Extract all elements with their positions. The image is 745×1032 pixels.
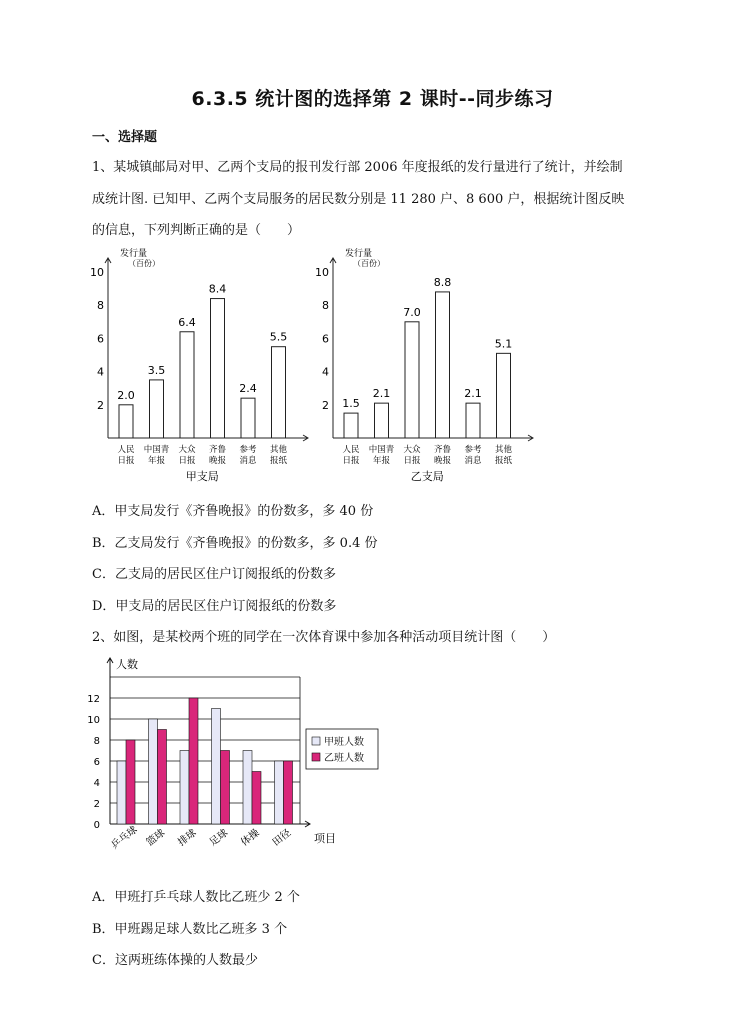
bar-class-jia <box>243 751 252 825</box>
bar-class-yi <box>221 751 230 825</box>
bar-value-label: 5.1 <box>494 337 513 351</box>
chart-yi-branch <box>313 244 538 489</box>
chart-title: 乙支局 <box>410 470 444 483</box>
x-tick-label: 体操 <box>239 827 262 849</box>
legend-label: 乙班人数 <box>324 753 364 764</box>
bar-class-yi <box>158 730 167 825</box>
y-tick-label: 10 <box>90 266 104 279</box>
x-tick-label: 篮球 <box>144 827 168 849</box>
bar-value-label: 6.4 <box>178 315 196 329</box>
y-tick-label: 2 <box>97 398 104 412</box>
x-tick-label: 齐鲁 <box>433 445 452 455</box>
q1-option-a[interactable]: A．甲支局发行《齐鲁晚报》的份数多，多 40 份 <box>92 504 374 519</box>
chart-title: 甲支局 <box>185 470 219 483</box>
x-axis-label: 项目 <box>314 832 336 845</box>
y-tick-label: 6 <box>93 757 100 768</box>
x-tick-label: 日报 <box>178 456 196 466</box>
chart-sports-activities <box>87 652 364 867</box>
page-title: 6.3.5 统计图的选择第 2 课时--同步练习 <box>191 88 554 110</box>
x-tick-label: 足球 <box>207 827 231 849</box>
bar <box>211 299 225 438</box>
bar-class-yi <box>284 761 293 824</box>
bar-value-label: 1.5 <box>342 397 360 411</box>
y-tick-label: 8 <box>93 736 100 747</box>
bar <box>344 413 358 438</box>
x-tick-label: 日报 <box>117 456 135 466</box>
bar-value-label: 5.5 <box>269 330 288 344</box>
bar-class-jia <box>212 709 221 825</box>
x-tick-label: 中国青 <box>368 445 395 455</box>
chart-jia-branch <box>88 244 313 489</box>
y-tick-label: 4 <box>322 365 329 379</box>
y-tick-label: 12 <box>87 694 100 705</box>
x-tick-label: 晚报 <box>208 456 227 466</box>
q2-option-c[interactable]: C．这两班练体操的人数最少 <box>92 953 258 968</box>
bar-value-label: 2.1 <box>372 387 391 401</box>
bar <box>272 347 286 438</box>
q1-text-line-2: 成统计图. 已知甲、乙两个支局服务的居民数分别是 11 280 户、8 600 户，根据统计图反映 <box>92 192 625 207</box>
y-tick-label: 8 <box>97 299 104 313</box>
bar <box>497 353 511 438</box>
legend-swatch <box>312 753 320 761</box>
y-tick-label: 8 <box>322 299 329 313</box>
x-tick-label: 田径 <box>270 827 294 849</box>
bar-value-label: 2.0 <box>117 388 135 402</box>
x-tick-label: 人民 <box>117 445 135 455</box>
y-axis-unit: （百份） <box>353 259 385 268</box>
bar <box>436 292 450 438</box>
bar <box>180 332 194 438</box>
y-tick-label: 0 <box>93 820 100 831</box>
bar-value-label: 2.4 <box>239 382 257 396</box>
x-tick-label: 排球 <box>176 827 199 849</box>
x-tick-label: 大众 <box>178 445 196 455</box>
y-tick-label: 10 <box>87 715 100 726</box>
bar <box>405 322 419 438</box>
bar-class-jia <box>180 751 189 825</box>
x-tick-label: 参考 <box>239 445 257 455</box>
x-tick-label: 中国青 <box>143 445 170 455</box>
q1-option-c[interactable]: C．乙支局的居民区住户订阅报纸的份数多 <box>92 567 336 582</box>
x-tick-label: 日报 <box>342 456 360 466</box>
x-tick-label: 报纸 <box>269 456 288 466</box>
y-axis-unit: （百份） <box>128 259 160 268</box>
bar <box>466 403 480 438</box>
bar-value-label: 7.0 <box>403 305 421 319</box>
legend-label: 甲班人数 <box>324 737 364 748</box>
q1-option-b[interactable]: B．乙支局发行《齐鲁晚报》的份数多，多 0.4 份 <box>92 536 378 551</box>
y-tick-label: 2 <box>322 398 329 412</box>
y-tick-label: 6 <box>97 332 104 346</box>
bar-class-yi <box>126 740 135 824</box>
x-tick-label: 年报 <box>372 456 391 466</box>
y-axis-label: 人数 <box>116 658 138 671</box>
bar-class-jia <box>275 761 284 824</box>
bar-class-yi <box>189 698 198 824</box>
q1-text-line-1: 1、某城镇邮局对甲、乙两个支局的报刊发行部 2006 年度报纸的发行量进行了统计，并绘制 <box>92 160 623 175</box>
x-tick-label: 齐鲁 <box>208 445 227 455</box>
x-tick-label: 日报 <box>403 456 421 466</box>
y-tick-label: 6 <box>322 332 329 346</box>
x-tick-label: 其他 <box>269 445 288 455</box>
x-tick-label: 参考 <box>464 445 482 455</box>
bar-value-label: 8.8 <box>433 275 452 289</box>
x-tick-label: 消息 <box>239 456 257 466</box>
bar <box>375 403 389 438</box>
x-tick-label: 大众 <box>403 445 421 455</box>
x-tick-label: 年报 <box>147 456 166 466</box>
x-tick-label: 消息 <box>464 456 482 466</box>
y-tick-label: 2 <box>93 799 100 810</box>
q2-text: 2、如图，是某校两个班的同学在一次体育课中参加各种活动项目统计图（ ） <box>92 630 556 645</box>
y-axis-label: 发行量 <box>120 249 148 259</box>
section-heading: 一、选择题 <box>92 130 158 145</box>
bar-class-jia <box>149 719 158 824</box>
x-tick-label: 乒乓球 <box>109 824 140 852</box>
x-tick-label: 晚报 <box>433 456 452 466</box>
bar-value-label: 8.4 <box>208 282 227 296</box>
q2-option-b[interactable]: B．甲班踢足球人数比乙班多 3 个 <box>92 922 288 937</box>
legend-swatch <box>312 737 320 745</box>
x-tick-label: 其他 <box>494 445 513 455</box>
bar <box>241 398 255 438</box>
y-tick-label: 10 <box>315 266 329 279</box>
y-axis-label: 发行量 <box>345 249 373 259</box>
bar <box>150 380 164 438</box>
bar-value-label: 3.5 <box>147 363 166 377</box>
q1-text-line-3: 的信息，下列判断正确的是（ ） <box>92 223 301 238</box>
bar-class-yi <box>252 772 261 825</box>
q2-option-a[interactable]: A．甲班打乒乓球人数比乙班少 2 个 <box>92 890 300 905</box>
y-tick-label: 4 <box>93 778 100 789</box>
x-tick-label: 人民 <box>342 445 360 455</box>
bar-class-jia <box>117 761 126 824</box>
bar <box>119 405 133 438</box>
y-tick-label: 4 <box>97 365 104 379</box>
q1-option-d[interactable]: D．甲支局的居民区住户订阅报纸的份数多 <box>92 599 337 614</box>
bar-value-label: 2.1 <box>464 387 482 401</box>
x-tick-label: 报纸 <box>494 456 513 466</box>
